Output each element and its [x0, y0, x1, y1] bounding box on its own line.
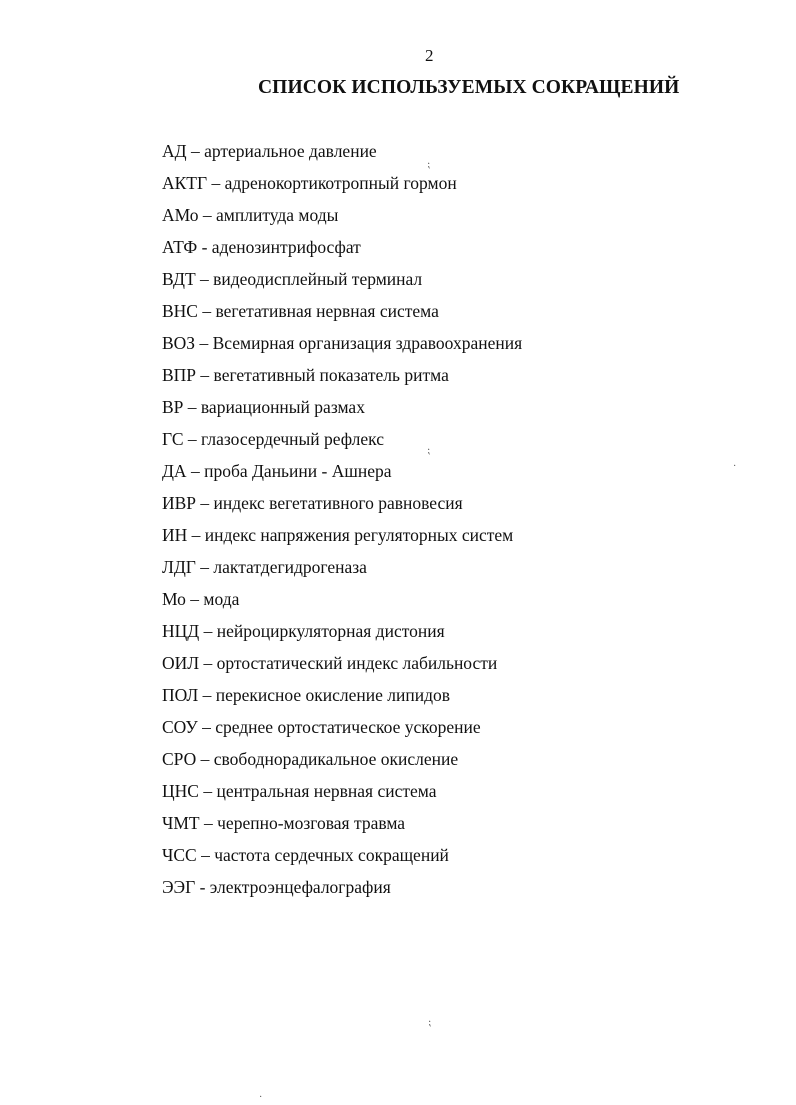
abbreviation-item: ВНС – вегетативная нервная система — [162, 301, 439, 321]
abbreviation-item: ДА – проба Даньини - Ашнера — [162, 461, 392, 481]
abbreviation-item: СРО – свободнорадикальное окисление — [162, 749, 459, 769]
abbreviation-item: АМо – амплитуда моды — [162, 205, 339, 225]
abbreviation-item: ВПР – вегетативный показатель ритма — [162, 365, 449, 385]
scan-speck: ⁏ — [428, 1017, 432, 1028]
abbreviation-item: ЦНС – центральная нервная система — [162, 781, 437, 801]
scan-speck: ⁏ — [427, 445, 431, 456]
abbreviation-item: ВР – вариационный размах — [162, 397, 365, 417]
scan-speck: · — [259, 1092, 263, 1103]
abbreviation-item: ЛДГ – лактатдегидрогеназа — [162, 557, 367, 577]
abbreviation-item: АТФ - аденозинтрифосфат — [162, 237, 361, 257]
abbreviation-item: НЦД – нейроциркуляторная дистония — [162, 621, 445, 641]
scan-speck: · — [733, 461, 737, 472]
abbreviation-item: ИН – индекс напряжения регуляторных систем — [162, 525, 514, 545]
abbreviation-item: СОУ – среднее ортостатическое ускорение — [162, 717, 481, 737]
abbreviation-item: АКТГ – адренокортикотропный гормон — [162, 173, 457, 193]
abbreviation-item: ЧМТ – черепно-мозговая травма — [162, 813, 406, 833]
abbreviation-item: АД – артериальное давление — [162, 141, 377, 161]
abbreviation-list — [162, 138, 522, 906]
page-title: СПИСОК ИСПОЛЬЗУЕМЫХ СОКРАЩЕНИЙ — [258, 77, 680, 98]
scan-speck: ⁏ — [427, 159, 431, 170]
abbreviation-item: ОИЛ – ортостатический индекс лабильности — [162, 653, 498, 673]
abbreviation-item: ЧСС – частота сердечных сокращений — [162, 845, 449, 865]
abbreviation-item: Мо – мода — [162, 589, 240, 609]
page-number: 2 — [425, 46, 434, 65]
abbreviation-item: ВОЗ – Всемирная организация здравоохранения — [162, 333, 523, 353]
abbreviation-item: ПОЛ – перекисное окисление липидов — [162, 685, 451, 705]
abbreviation-item: ИВР – индекс вегетативного равновесия — [162, 493, 463, 513]
abbreviation-item: ВДТ – видеодисплейный терминал — [162, 269, 423, 289]
abbreviation-item: ГС – глазосердечный рефлекс — [162, 429, 384, 449]
abbreviation-item: ЭЭГ - электроэнцефалография — [162, 877, 391, 897]
